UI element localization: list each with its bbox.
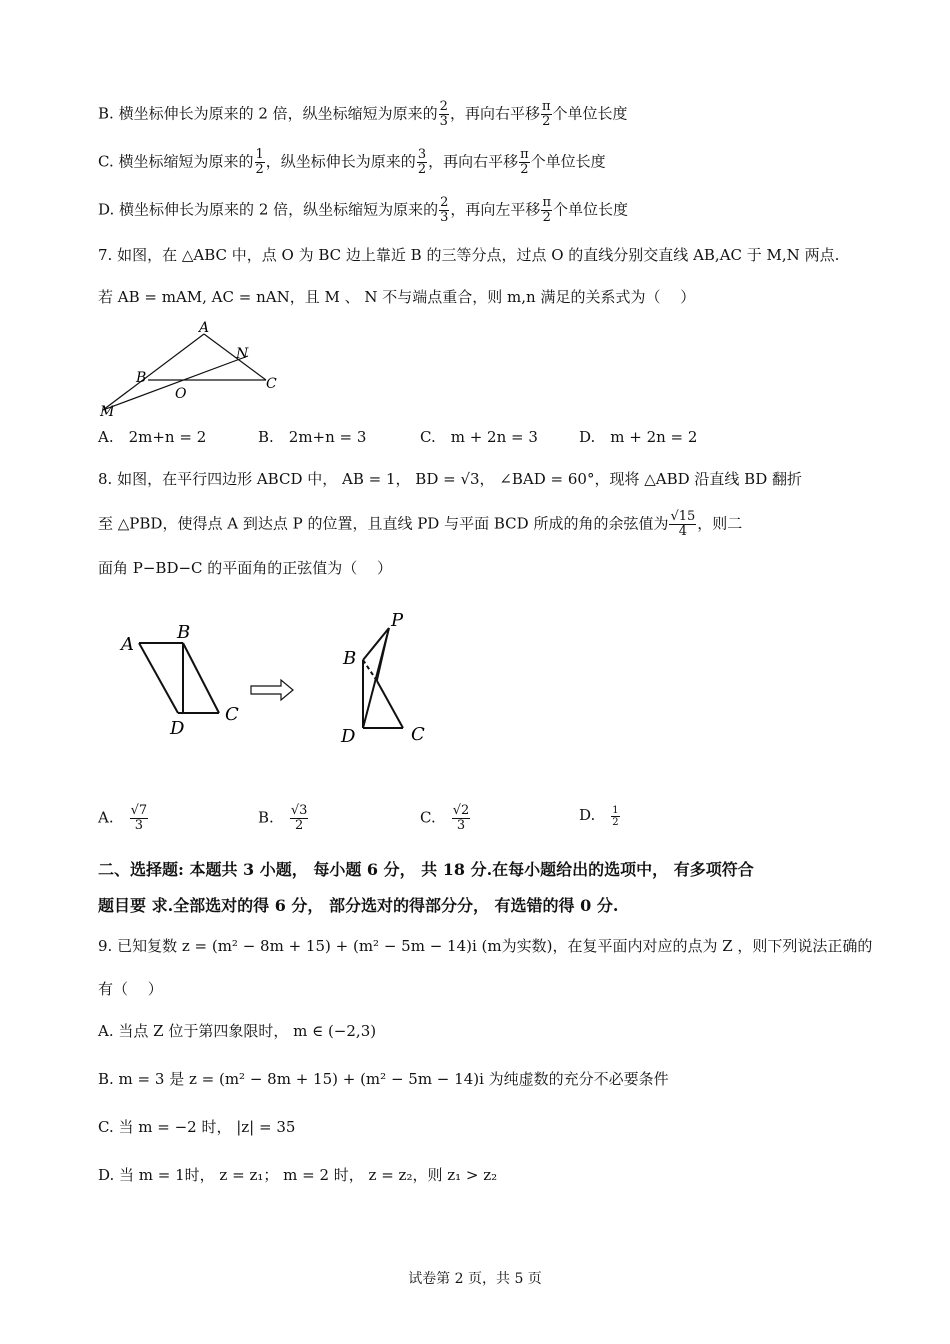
q7-stem-line2: 若 AB = mAM, AC = nAN，且 M 、 N 不与端点重合，则 m,n 满足的关系式为（ ） [98,288,696,306]
fraction: $\frac{√15}{4}$ [670,509,696,539]
label-p: P [391,610,404,631]
fraction: $\frac{2}{3}$ [440,195,449,225]
fraction: $\frac{2}{3}$ [439,99,448,129]
q7-option-d: D. m + 2n = 2 [579,428,698,446]
q8-parallelogram-figure [115,608,455,758]
q8-option-a: A. $\frac{√7}{3}$ [98,803,148,833]
label-c: C [225,704,239,725]
section-heading-line1: 二、选择题: 本题共 3 小题， 每小题 6 分， 共 18 分.在每小题给出的选项中， 有多项符合 [98,860,754,879]
label-b: B [343,648,357,669]
q8-stem-line1: 8. 如图，在平行四边形 ABCD 中， AB = 1， BD = √3， ∠BAD = 60°，现将 △ABD 沿直线 BD 翻折 [98,470,802,488]
fraction: $\frac{\pi}{2}$ [541,99,551,129]
label-d: D [341,726,356,747]
fraction: $\frac{\pi}{2}$ [520,147,529,177]
q7-option-c: C. m + 2n = 3 [420,428,538,446]
q9-stem-line1: 9. 已知复数 z = (m² − 8m + 15) + (m² − 5m − 14)i (m为实数)，在复平面内对应的点为 Z ，则下列说法正确的 [98,937,873,955]
q7-stem-line1: 7. 如图，在 △ABC 中，点 O 为 BC 边上靠近 B 的三等分点，过点 O 的直线分别交直线 AB,AC 于 M,N 两点. [98,246,840,264]
q9-option-c: C. 当 m = −2 时， |z| = 35 [98,1118,296,1136]
label-o: O [175,386,187,402]
label-b: B [136,370,147,386]
page-footer: 试卷第 2 页，共 5 页 [408,1271,542,1287]
label-b: B [177,622,191,643]
label-a: A [121,634,134,655]
q7-option-a: A. 2m+n = 2 [98,428,207,446]
q9-option-b: B. m = 3 是 z = (m² − 8m + 15) + (m² − 5m − 14)i 为纯虚数的充分不必要条件 [98,1070,669,1088]
q7-triangle-figure [98,318,288,418]
q6-option-b: B. 横坐标伸长为原来的 2 倍，纵坐标缩短为原来的 $\frac{2}{3}$ ，再向右平移 $\frac{\pi}{2}$ 个单位长度 [98,99,628,129]
q8-stem-line2: 至 △PBD，使得点 A 到达点 P 的位置，且直线 PD 与平面 BCD 所成的角的余弦值为 $\frac{√15}{4}$ ，则二 [98,509,743,539]
q6-option-d: D. 横坐标伸长为原来的 2 倍，纵坐标缩短为原来的 $\frac{2}{3}$ ，再向左平移 $\frac{\pi}{2}$ 个单位长度 [98,195,628,225]
q7-option-b: B. 2m+n = 3 [258,428,367,446]
label-d: D [170,718,185,739]
section-heading-line2: 题目要 求.全部选对的得 6 分， 部分选对的得部分分， 有选错的得 0 分. [98,896,619,915]
label-n: N [236,346,249,362]
q8-option-b: B. $\frac{√3}{2}$ [258,803,308,833]
label-a: A [199,320,210,336]
q6-option-c: C. 横坐标缩短为原来的 $\frac{1}{2}$ ，纵坐标伸长为原来的 $\frac{3}{2}$ ，再向右平移 $\frac{\pi}{2}$ 个单位长度 [98,147,606,177]
fraction: $\frac{\pi}{2}$ [542,195,551,225]
q9-option-d: D. 当 m = 1时， z = z₁； m = 2 时， z = z₂，则 z₁ > z₂ [98,1166,498,1184]
fraction: $\frac{3}{2}$ [417,147,427,177]
q8-option-d: D. $\frac{1}{2}$ [579,804,619,828]
q8-stem-line3: 面角 P−BD−C 的平面角的正弦值为（ ） [98,559,393,577]
q9-stem-line2: 有（ ） [98,980,163,998]
label-c: C [411,724,425,745]
q8-option-c: C. $\frac{√2}{3}$ [420,803,470,833]
label-m: M [100,404,115,418]
label-c: C [266,376,277,392]
fraction: $\frac{1}{2}$ [255,147,264,177]
q9-option-a: A. 当点 Z 位于第四象限时， m ∈ (−2,3) [98,1022,377,1040]
